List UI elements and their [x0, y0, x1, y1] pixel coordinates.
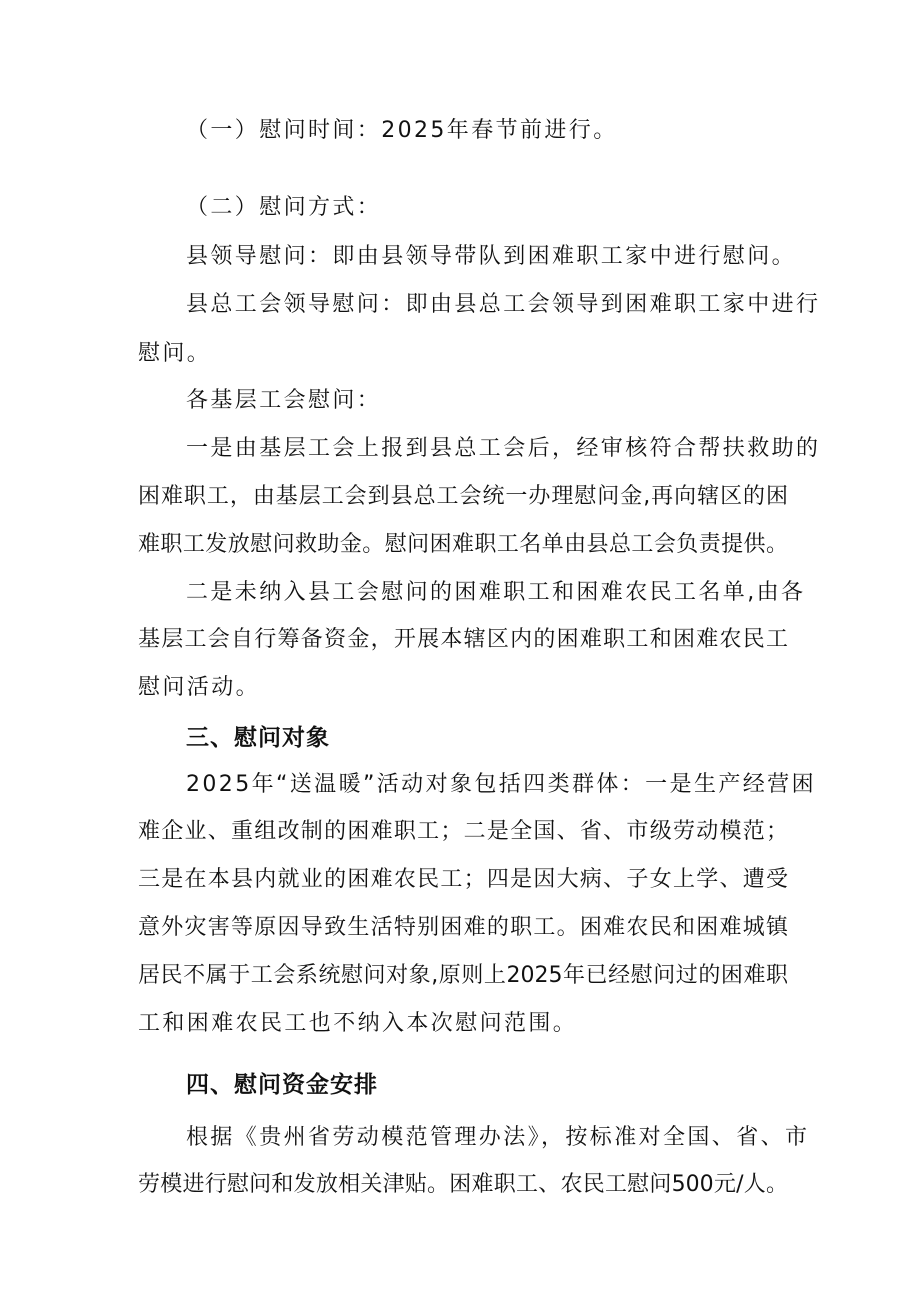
item-time: （一）慰问时间：2025年春节前进行。 [186, 118, 618, 143]
item-method: （二）慰问方式： [186, 195, 382, 220]
section-3-line-3: 三是在本县内就业的困难农民工；四是因大病、子女上学、遭受 [138, 867, 788, 892]
section-3-line-2: 难企业、重组改制的困难职工；二是全国、省、市级劳动模范； [138, 819, 788, 844]
method-two-line-1: 二是未纳入县工会慰问的困难职工和困难农民工名单,由各 [186, 580, 806, 605]
section-3-line-6: 工和困难农民工也不纳入本次慰问范围。 [138, 1011, 578, 1036]
union-leader-line-1: 县总工会领导慰问：即由县总工会领导到困难职工家中进行 [186, 292, 821, 317]
county-leader-line: 县领导慰问：即由县领导带队到困难职工家中进行慰问。 [186, 244, 797, 269]
method-two-line-2: 基层工会自行筹备资金，开展本辖区内的困难职工和困难农民工 [138, 627, 788, 652]
union-leader-line-2: 慰问。 [138, 341, 212, 366]
section-4-line-2: 劳模进行慰问和发放相关津贴。困难职工、农民工慰问500元/人。 [138, 1172, 788, 1197]
section-3-heading: 三、慰问对象 [186, 725, 330, 751]
section-3-line-1: 2025年“送温暖”活动对象包括四类群体：一是生产经营困 [186, 772, 816, 797]
method-two-line-3: 慰问活动。 [138, 675, 261, 700]
grassroots-title: 各基层工会慰问： [186, 388, 382, 413]
section-4-heading: 四、慰问资金安排 [186, 1072, 378, 1098]
section-3-line-5: 居民不属于工会系统慰问对象,原则上2025年已经慰问过的困难职 [138, 963, 788, 988]
section-4-line-1: 根据《贵州省劳动模范管理办法》，按标准对全国、省、市 [186, 1125, 810, 1150]
method-one-line-1: 一是由基层工会上报到县总工会后，经审核符合帮扶救助的 [186, 436, 821, 461]
method-one-line-3: 难职工发放慰问救助金。慰问困难职工名单由县总工会负责提供。 [138, 532, 788, 557]
section-3-line-4: 意外灾害等原因导致生活特别困难的职工。困难农民和困难城镇 [138, 915, 788, 940]
method-one-line-2: 困难职工，由基层工会到县总工会统一办理慰问金,再向辖区的困 [138, 484, 788, 509]
